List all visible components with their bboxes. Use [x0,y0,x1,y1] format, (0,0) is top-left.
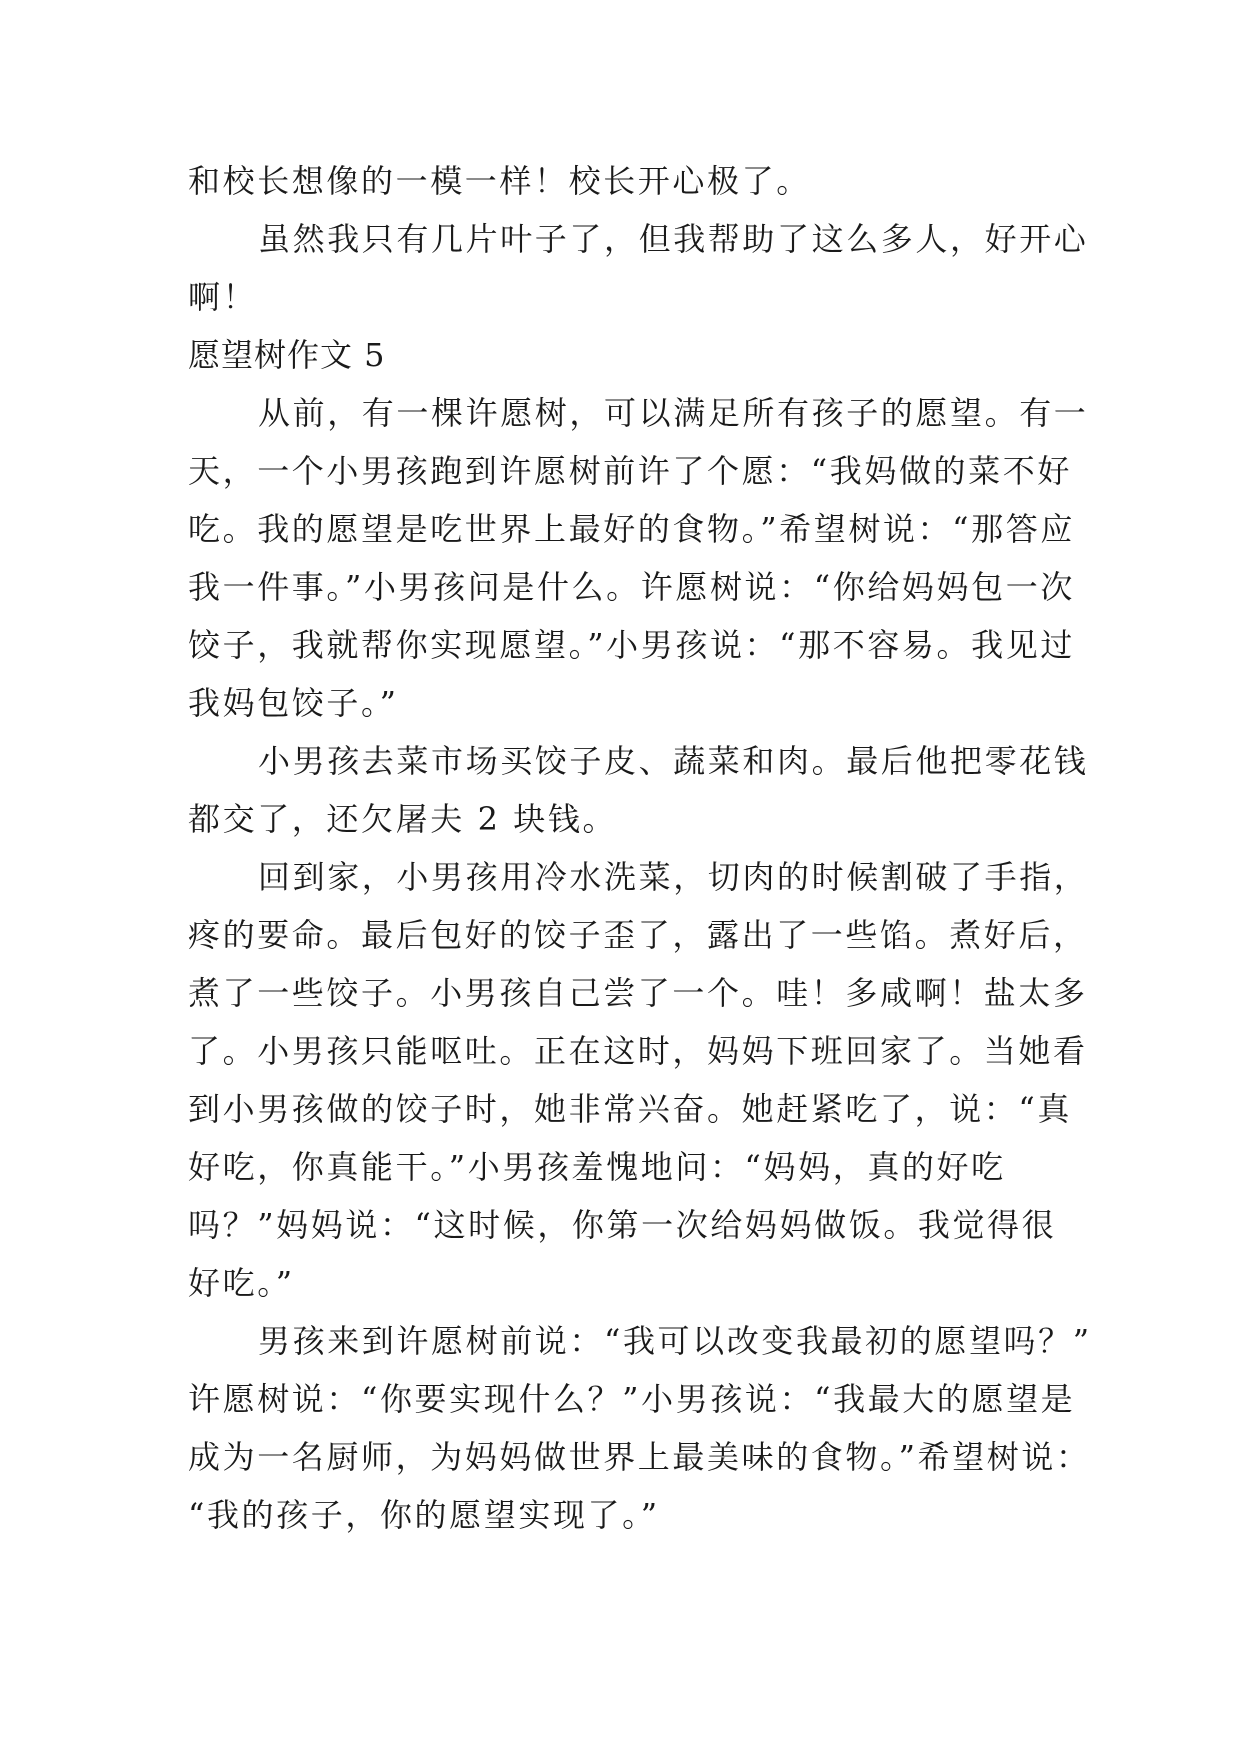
paragraph-line: 煮了一些饺子。小男孩自己尝了一个。哇！多咸啊！盐太多 [188,974,1088,1012]
paragraph-line: 了。小男孩只能呕吐。正在这时，妈妈下班回家了。当她看 [188,1032,1088,1070]
paragraph-line: 天，一个小男孩跑到许愿树前许了个愿：“我妈做的菜不好 [188,452,1072,490]
paragraph-line: 到小男孩做的饺子时，她非常兴奋。她赶紧吃了，说：“真 [188,1090,1072,1128]
paragraph-line: 我妈包饺子。” [188,684,399,722]
paragraph-line: 吗？”妈妈说：“这时候，你第一次给妈妈做饭。我觉得很 [188,1206,1057,1244]
paragraph-line: 我一件事。”小男孩问是什么。许愿树说：“你给妈妈包一次 [188,568,1075,606]
paragraph-line: 从前，有一棵许愿树，可以满足所有孩子的愿望。有一 [258,394,1089,432]
text-line-1: 和校长想像的一模一样！校长开心极了。 [188,162,811,200]
paragraph-line: 成为一名厨师，为妈妈做世界上最美味的食物。”希望树说： [188,1438,1091,1476]
paragraph-line: 疼的要命。最后包好的饺子歪了，露出了一些馅。煮好后， [188,916,1088,954]
paragraph-line: 吃。我的愿望是吃世界上最好的食物。”希望树说：“那答应 [188,510,1075,548]
paragraph-line: 啊！ [188,278,258,316]
paragraph-line: 小男孩去菜市场买饺子皮、蔬菜和肉。最后他把零花钱 [258,742,1089,780]
paragraph-line: 饺子，我就帮你实现愿望。”小男孩说：“那不容易。我见过 [188,626,1075,664]
paragraph-line: 虽然我只有几片叶子了，但我帮助了这么多人，好开心 [258,220,1089,258]
paragraph-line: 许愿树说：“你要实现什么？”小男孩说：“我最大的愿望是 [188,1380,1076,1418]
paragraph-line: 男孩来到许愿树前说：“我可以改变我最初的愿望吗？” [258,1322,1092,1360]
paragraph-line: 回到家，小男孩用冷水洗菜，切肉的时候割破了手指， [258,858,1089,896]
paragraph-line: 都交了，还欠屠夫 2 块钱。 [188,800,618,838]
paragraph-line: “我的孩子，你的愿望实现了。” [188,1496,660,1534]
paragraph-line: 好吃。” [188,1264,295,1302]
paragraph-line: 好吃，你真能干。”小男孩羞愧地问：“妈妈，真的好吃 [188,1148,1006,1186]
section-heading: 愿望树作文 5 [188,336,386,374]
